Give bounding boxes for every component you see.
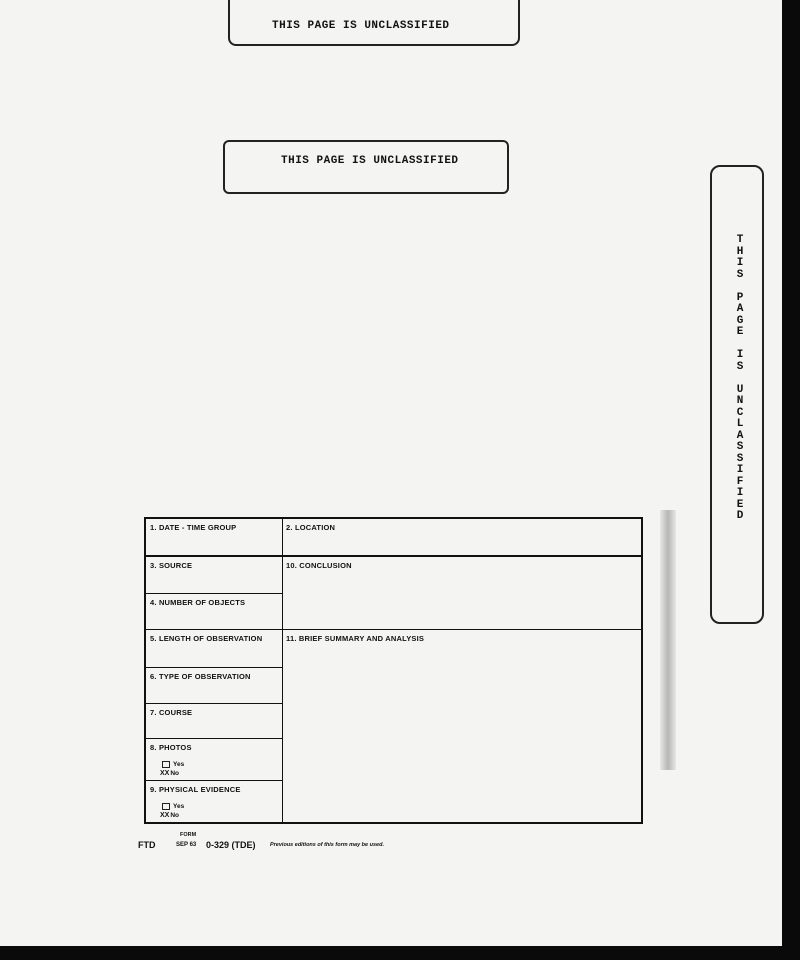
type-of-observation-label: 6. TYPE OF OBSERVATION: [150, 672, 251, 681]
vertical-stamp-char: G: [736, 314, 744, 327]
photos-label: 8. PHOTOS: [150, 743, 192, 752]
cell-conclusion: [282, 557, 641, 630]
vertical-stamp-char: E: [736, 498, 744, 511]
length-of-observation-label: 5. LENGTH OF OBSERVATION: [150, 634, 263, 643]
scan-edge-right: [782, 0, 800, 960]
vertical-stamp-char: P: [736, 291, 744, 304]
course-label: 7. COURSE: [150, 708, 193, 717]
photos-yes-option: [162, 761, 184, 768]
form-word: FORM: [180, 832, 197, 838]
location-label: 2. LOCATION: [286, 523, 336, 532]
vertical-stamp-char: H: [736, 245, 744, 258]
cell-date-time-group: [146, 519, 282, 557]
evidence-yes-checkbox: [162, 803, 170, 810]
vertical-stamp-char: [733, 281, 747, 293]
photos-no-label: No: [170, 770, 180, 778]
vertical-unclassified-stamp: [733, 235, 747, 523]
evidence-no-mark: XX: [160, 812, 170, 819]
photos-no-mark: XX: [160, 770, 170, 777]
ftd-label: FTD: [138, 840, 156, 850]
scan-edge-bottom: [0, 946, 800, 960]
number-of-objects-label: 4. NUMBER OF OBJECTS: [150, 598, 246, 607]
cell-brief-summary: [282, 630, 641, 822]
vertical-stamp-char: I: [736, 257, 744, 269]
vertical-stamp-char: S: [736, 360, 744, 373]
form-number: 0-329 (TDE): [206, 840, 256, 850]
vertical-stamp-char: I: [736, 487, 744, 499]
previous-editions-note: Previous editions of this form may be used.: [270, 842, 384, 848]
conclusion-label: 10. CONCLUSION: [286, 561, 352, 570]
vertical-stamp-char: F: [736, 475, 744, 488]
evidence-no-option: [160, 812, 179, 819]
cell-length-of-observation: [146, 630, 282, 668]
vertical-stamp-char: S: [736, 268, 744, 281]
vertical-stamp-char: T: [736, 234, 744, 246]
vertical-stamp-char: U: [736, 383, 744, 396]
evidence-no-label: No: [170, 812, 180, 820]
cell-location: [282, 519, 641, 557]
middle-stamp-bracket: [223, 140, 509, 194]
evidence-yes-label: Yes: [173, 803, 185, 811]
middle-unclassified-stamp: THIS PAGE IS UNCLASSIFIED: [281, 155, 459, 167]
vertical-stamp-char: I: [736, 464, 744, 476]
vertical-stamp-char: S: [736, 452, 744, 465]
date-time-group-label: 1. DATE - TIME GROUP: [150, 523, 237, 532]
cell-source: [146, 557, 282, 594]
sighting-report-form: [144, 517, 643, 824]
evidence-yes-option: [162, 803, 184, 810]
photos-yes-label: Yes: [173, 761, 185, 769]
vertical-stamp-char: N: [736, 395, 744, 407]
vertical-stamp-char: S: [736, 441, 744, 453]
cell-course: [146, 704, 282, 739]
vertical-stamp-char: D: [736, 510, 744, 522]
source-label: 3. SOURCE: [150, 561, 193, 570]
photos-no-option: [160, 770, 179, 777]
form-date: SEP 63: [176, 842, 197, 848]
scan-smudge: [660, 510, 676, 770]
vertical-stamp-char: C: [736, 406, 744, 419]
top-unclassified-stamp: THIS PAGE IS UNCLASSIFIED: [272, 20, 450, 32]
brief-summary-label: 11. BRIEF SUMMARY AND ANALYSIS: [286, 634, 425, 643]
cell-type-of-observation: [146, 668, 282, 704]
vertical-stamp-char: A: [736, 303, 744, 315]
cell-photos: [146, 739, 282, 781]
vertical-stamp-char: L: [736, 418, 744, 430]
cell-physical-evidence: [146, 781, 282, 822]
photos-yes-checkbox: [162, 761, 170, 768]
vertical-stamp-char: I: [736, 349, 744, 361]
vertical-stamp-char: A: [736, 429, 744, 442]
physical-evidence-label: 9. PHYSICAL EVIDENCE: [150, 785, 241, 794]
cell-number-of-objects: [146, 594, 282, 630]
vertical-stamp-char: E: [736, 326, 744, 338]
vertical-stamp-char: [733, 373, 747, 385]
